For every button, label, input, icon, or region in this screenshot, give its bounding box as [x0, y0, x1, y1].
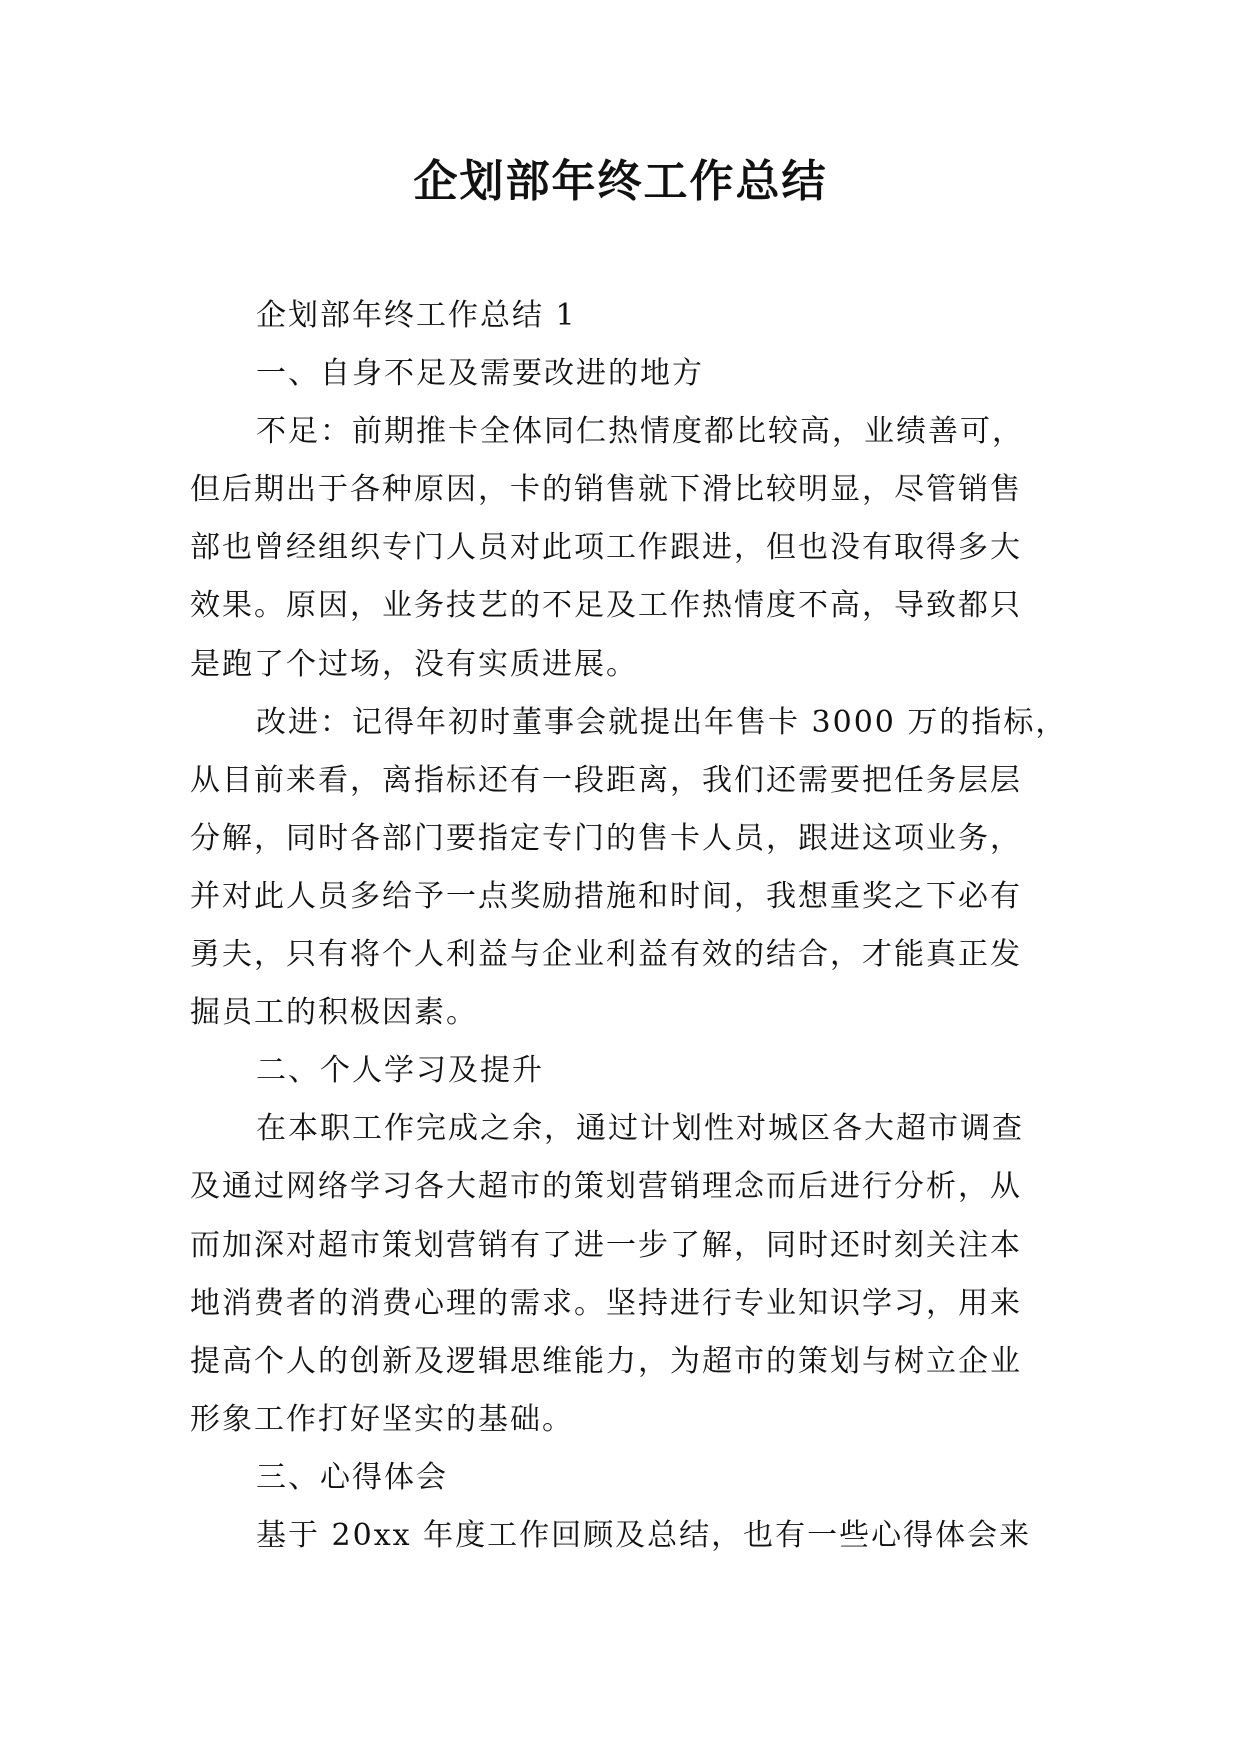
paragraph-line: 掘员工的积极因素。: [190, 995, 478, 1031]
paragraph-line: 及通过网络学习各大超市的策划营销理念而后进行分析，从: [190, 1169, 1022, 1205]
section-heading: 三、心得体会: [256, 1459, 448, 1495]
paragraph-line: 形象工作打好坚实的基础。: [190, 1401, 574, 1437]
paragraph-line: 是跑了个过场，没有实质进展。: [190, 646, 638, 682]
document-body: [190, 287, 1070, 1565]
document-title: 企划部年终工作总结: [413, 156, 828, 207]
paragraph-line: 从目前来看，离指标还有一段距离，我们还需要把任务层层: [190, 762, 1022, 798]
paragraph-line: 但后期出于各种原因，卡的销售就下滑比较明显，尽管销售: [190, 472, 1022, 508]
paragraph-line: 地消费者的消费心理的需求。坚持进行专业知识学习，用来: [190, 1285, 1022, 1321]
paragraph-line: 基于 20xx 年度工作回顾及总结，也有一些心得体会来: [256, 1517, 1032, 1553]
section-heading: 一、自身不足及需要改进的地方: [256, 356, 704, 392]
paragraph-line: 在本职工作完成之余，通过计划性对城区各大超市调查: [256, 1111, 1024, 1147]
paragraph-line: 改进：记得年初时董事会就提出年售卡 3000 万的指标，: [256, 704, 1068, 740]
paragraph-line: 不足：前期推卡全体同仁热情度都比较高，业绩善可，: [256, 414, 1024, 450]
paragraph-line: 并对此人员多给予一点奖励措施和时间，我想重奖之下必有: [190, 878, 1022, 914]
paragraph-line: 提高个人的创新及逻辑思维能力，为超市的策划与树立企业: [190, 1343, 1022, 1379]
paragraph-line: 分解，同时各部门要指定专门的售卡人员，跟进这项业务，: [190, 820, 1022, 856]
section-heading: 二、个人学习及提升: [256, 1053, 544, 1089]
paragraph-line: 效果。原因，业务技艺的不足及工作热情度不高，导致都只: [190, 588, 1022, 624]
section-heading: 企划部年终工作总结 1: [256, 298, 577, 333]
paragraph-line: 部也曾经组织专门人员对此项工作跟进，但也没有取得多大: [190, 530, 1022, 566]
paragraph-line: 而加深对超市策划营销有了进一步了解，同时还时刻关注本: [190, 1227, 1022, 1263]
paragraph-line: 勇夫，只有将个人利益与企业利益有效的结合，才能真正发: [190, 937, 1022, 973]
